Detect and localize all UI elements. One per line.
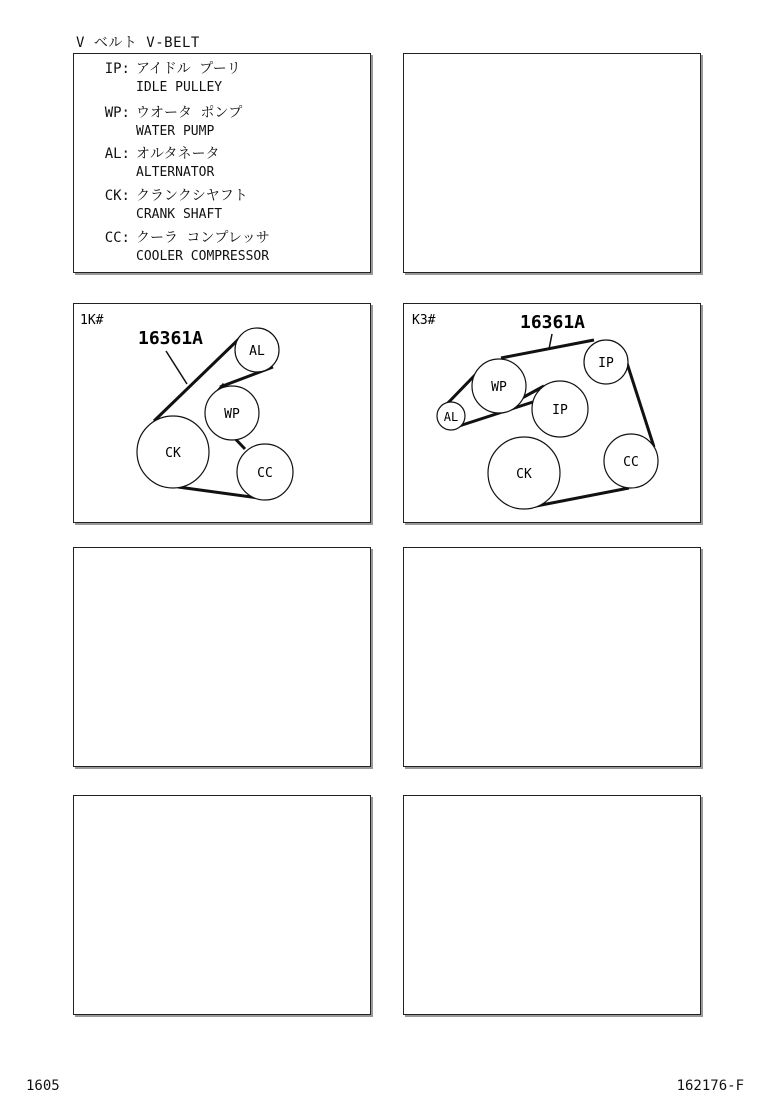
pulley-label-al: AL bbox=[443, 410, 459, 424]
diagram-k3-panel bbox=[403, 303, 701, 523]
legend-en: COOLER COMPRESSOR bbox=[136, 249, 270, 264]
belt-diagram-k3 bbox=[404, 304, 700, 522]
empty-panel bbox=[403, 547, 701, 767]
legend-code: IP: bbox=[104, 61, 130, 77]
pulley-label-ip: IP bbox=[552, 403, 568, 418]
legend-en: WATER PUMP bbox=[136, 124, 215, 139]
legend-en: CRANK SHAFT bbox=[136, 207, 223, 222]
legend-code: WP: bbox=[104, 105, 130, 121]
leader-line bbox=[166, 351, 187, 384]
legend-en: IDLE PULLEY bbox=[136, 80, 223, 95]
legend-jp: クランクシヤフト bbox=[136, 188, 248, 204]
pulley-label-wp: WP bbox=[491, 380, 507, 395]
legend-jp: オルタネータ bbox=[136, 146, 220, 162]
empty-panel bbox=[403, 53, 701, 273]
legend-jp: クーラ コンプレッサ bbox=[136, 230, 270, 246]
legend-item-wp bbox=[74, 104, 364, 144]
legend-code: CC: bbox=[104, 230, 130, 246]
pulley-label-cc: CC bbox=[257, 466, 273, 481]
empty-panel bbox=[73, 547, 371, 767]
page-number: 1605 bbox=[26, 1078, 60, 1094]
engine-label: K3# bbox=[412, 313, 436, 328]
pulley-label-ck: CK bbox=[516, 467, 532, 482]
legend-item-cc bbox=[74, 229, 364, 269]
page-title: V ベルト V-BELT bbox=[76, 35, 200, 51]
belt-diagram-1k bbox=[74, 304, 370, 522]
pulley-label-cc: CC bbox=[623, 455, 639, 470]
legend-en: ALTERNATOR bbox=[136, 165, 215, 180]
legend-item-ip bbox=[74, 60, 364, 100]
legend-panel bbox=[73, 53, 371, 273]
engine-label: 1K# bbox=[80, 313, 104, 328]
diagram-1k-panel bbox=[73, 303, 371, 523]
legend-item-ck bbox=[74, 187, 364, 227]
pulley-label-wp: WP bbox=[224, 407, 240, 422]
legend-jp: アイドル プーリ bbox=[136, 61, 241, 77]
part-number: 16361A bbox=[520, 312, 586, 333]
empty-panel bbox=[73, 795, 371, 1015]
legend-item-al bbox=[74, 145, 364, 185]
pulley-label-ip: IP bbox=[598, 356, 614, 371]
empty-panel bbox=[403, 795, 701, 1015]
legend-code: AL: bbox=[104, 146, 130, 162]
legend-code: CK: bbox=[104, 188, 130, 204]
legend-jp: ウオータ ポンプ bbox=[136, 105, 243, 121]
pulley-label-ck: CK bbox=[165, 446, 181, 461]
reference-code: 162176-F bbox=[676, 1078, 744, 1094]
part-number: 16361A bbox=[138, 328, 204, 349]
pulley-label-al: AL bbox=[249, 344, 265, 359]
